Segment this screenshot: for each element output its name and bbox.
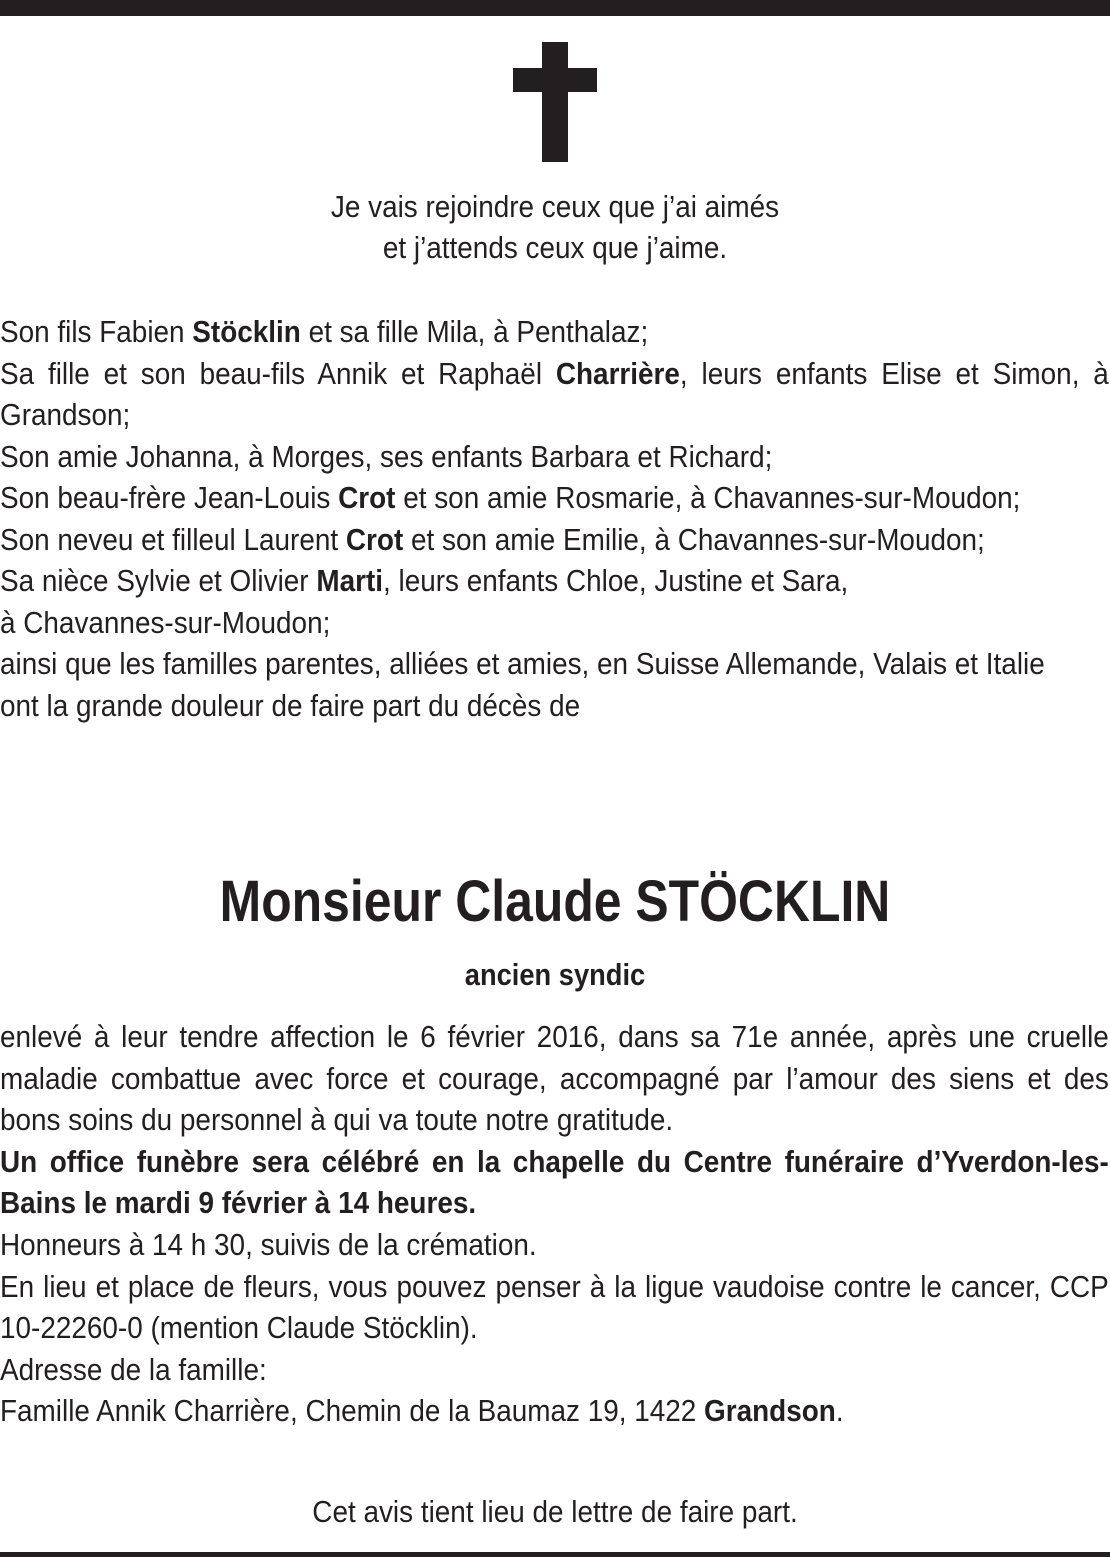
family-line-friend: Son amie Johanna, à Morges, ses enfants Barbara et Richard; bbox=[0, 438, 773, 474]
bottom-border-rule bbox=[0, 1552, 1110, 1557]
epigraph-quote bbox=[56, 186, 1055, 268]
honours-info: Honneurs à 14 h 30, suivis de la crémation. bbox=[0, 1226, 537, 1262]
closing-note: Cet avis tient lieu de lettre de faire part. bbox=[312, 1494, 798, 1529]
donation-info: En lieu et place de fleurs, vous pouvez penser à la ligue vaudoise contre le cancer, CCP 10-22260-0 (mention Claude Stöcklin). bbox=[0, 1268, 1109, 1346]
funeral-service-info: Un office funèbre sera célébré en la chapelle du Centre funéraire d’Yverdon-les-Bains le mardi 9 février à 14 heures. bbox=[0, 1143, 1109, 1221]
family-line-brother-in-law: Son beau-frère Jean-Louis Crot et son amie Rosmarie, à Chavannes-sur-Moudon; bbox=[0, 480, 1021, 515]
family-announcement bbox=[0, 311, 1109, 726]
cross-icon bbox=[513, 42, 597, 162]
quote-line-2: et j’attends ceux que j’aime. bbox=[382, 230, 728, 265]
family-address-label: Adresse de la famille: bbox=[0, 1351, 267, 1387]
deceased-name: Monsieur Claude STÖCKLIN bbox=[219, 869, 891, 934]
family-line-announcement: ont la grande douleur de faire part du décès de bbox=[0, 687, 581, 723]
top-border-rule bbox=[0, 0, 1110, 16]
notice-body bbox=[0, 1016, 1109, 1432]
death-details: enlevé à leur tendre affection le 6 février 2016, dans sa 71e année, après une cruelle maladie combattue avec force et courage, accompagné par l’amour des siens et des bons soins du personnel à qui va toute notre gratitude. bbox=[0, 1019, 1109, 1138]
deceased-title: ancien syndic bbox=[464, 957, 646, 992]
family-address: Famille Annik Charrière, Chemin de la Baumaz 19, 1422 Grandson. bbox=[0, 1393, 844, 1429]
family-line-nephew: Son neveu et filleul Laurent Crot et son amie Emilie, à Chavannes-sur-Moudon; bbox=[0, 521, 985, 557]
family-line-relatives: ainsi que les familles parentes, alliées et amies, en Suisse Allemande, Valais et Italie bbox=[0, 646, 1045, 681]
family-line-son: Son fils Fabien Stöcklin et sa fille Mila, à Penthalaz; bbox=[0, 314, 649, 349]
family-line-daughter: Sa fille et son beau-fils Annik et Raphaël Charrière, leurs enfants Elise et Simon, à Grandson; bbox=[0, 355, 1109, 432]
quote-line-1: Je vais rejoindre ceux que j’ai aimés bbox=[330, 189, 780, 224]
family-line-niece: Sa nièce Sylvie et Olivier Marti, leurs enfants Chloe, Justine et Sara, à Chavannes-sur-Moudon; bbox=[0, 563, 849, 640]
